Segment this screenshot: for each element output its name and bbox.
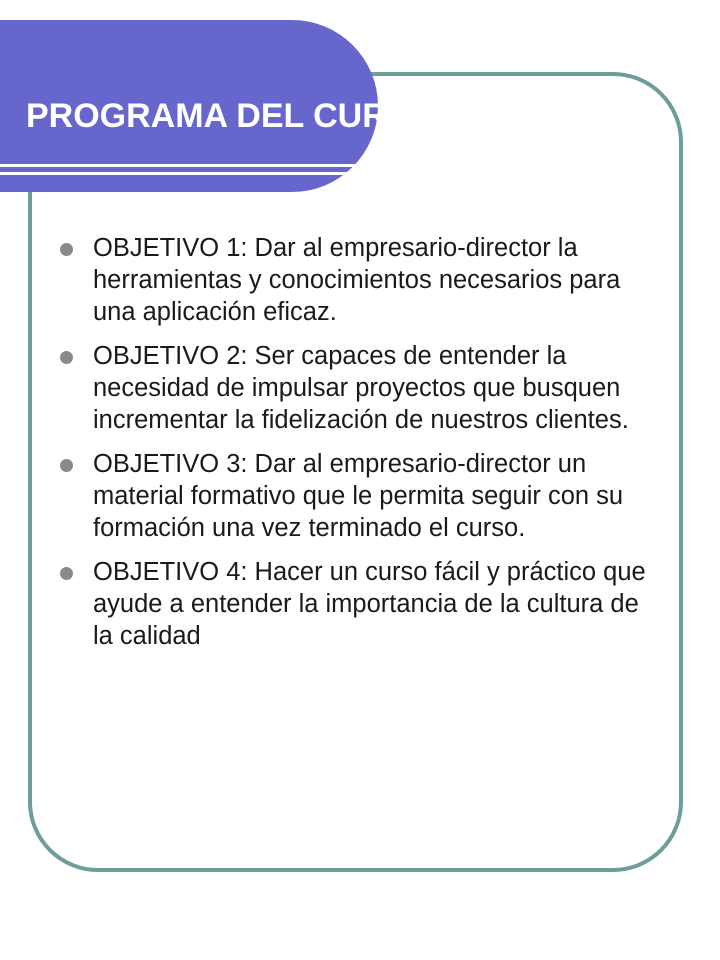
objective-text: OBJETIVO 4: Hacer un curso fácil y práctico que ayude a entender la importancia de la cultura de la calidad — [93, 558, 646, 650]
bullet-icon — [60, 459, 73, 472]
banner-stripe — [0, 164, 378, 167]
objective-text: OBJETIVO 2: Ser capaces de entender la necesidad de impulsar proyectos que busquen incrementar la fidelización de nuestros clientes. — [93, 342, 629, 434]
page-title: PROGRAMA DEL CURSO — [26, 97, 436, 135]
bullet-icon — [60, 351, 73, 364]
list-item — [60, 340, 665, 436]
list-item — [60, 232, 665, 328]
bullet-icon — [60, 567, 73, 580]
objective-text: OBJETIVO 1: Dar al empresario-director la herramientas y conocimientos necesarios para una aplicación eficaz. — [93, 234, 621, 326]
list-item — [60, 556, 665, 652]
objectives-list — [60, 232, 665, 664]
bullet-icon — [60, 243, 73, 256]
list-item — [60, 448, 665, 544]
title-banner — [0, 20, 436, 192]
banner-stripe — [0, 172, 378, 175]
objective-text: OBJETIVO 3: Dar al empresario-director un material formativo que le permita seguir con su formación una vez terminado el curso. — [93, 450, 624, 542]
